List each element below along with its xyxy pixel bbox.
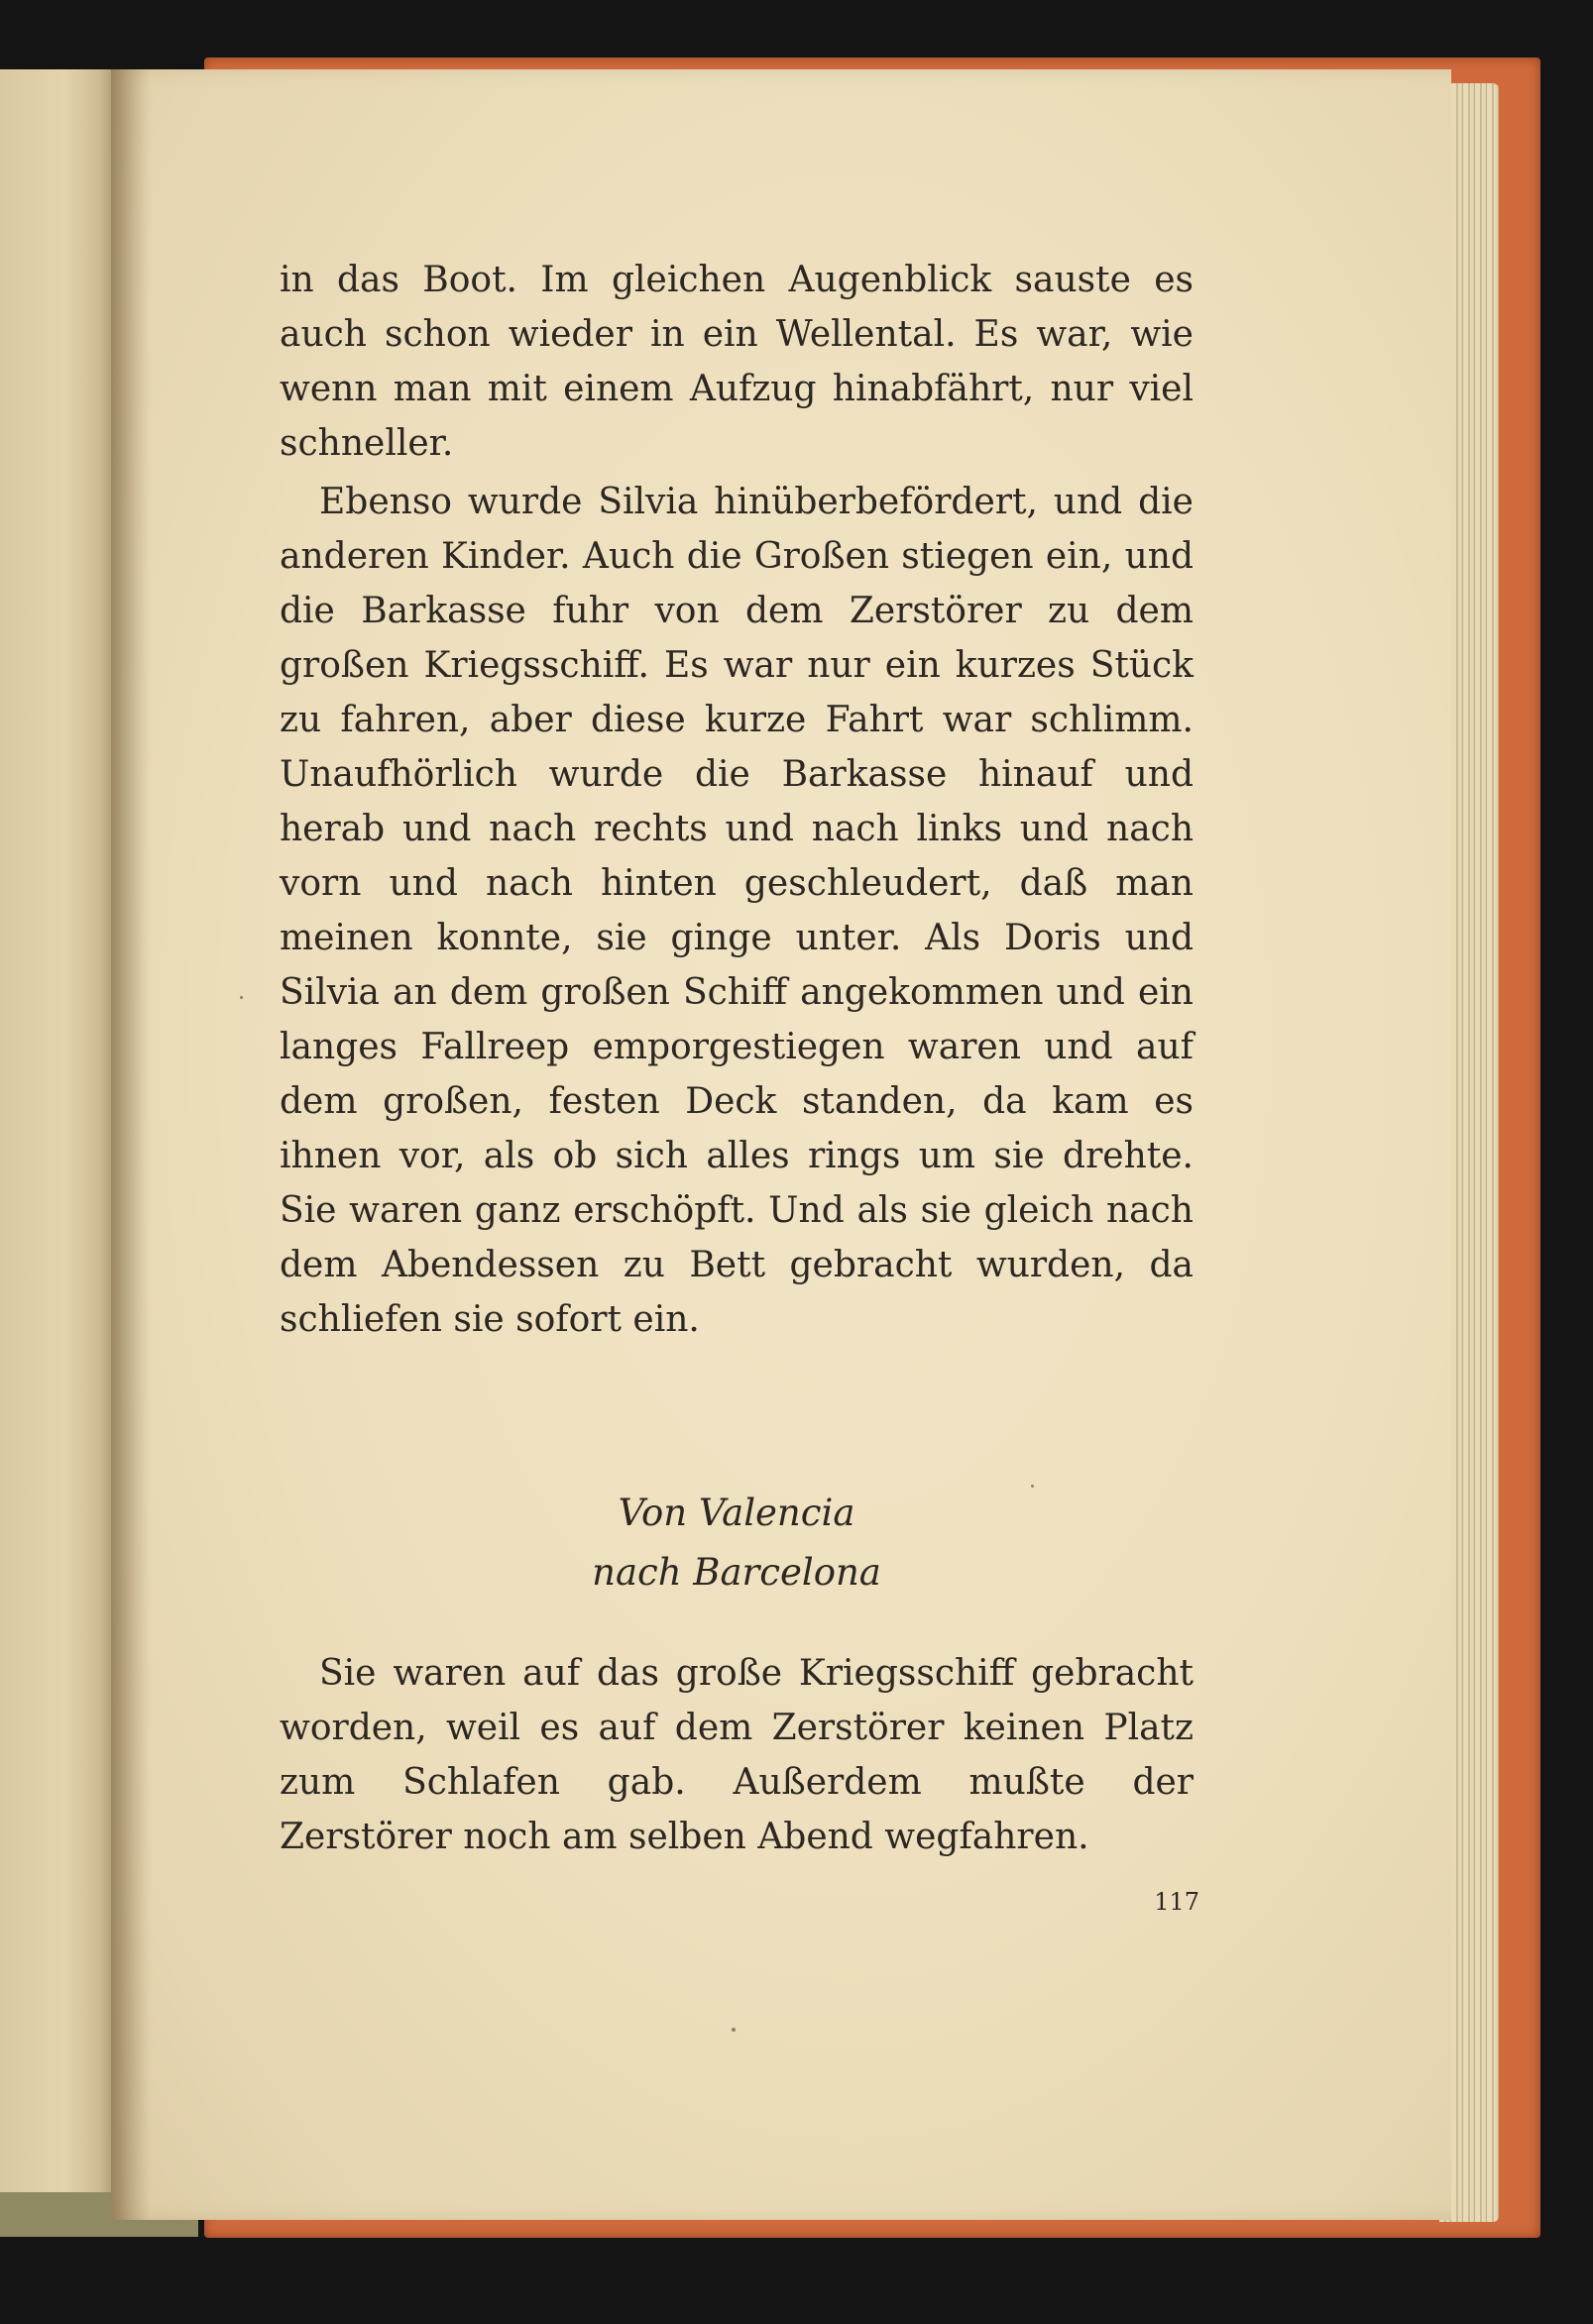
chapter-heading-line-1: Von Valencia	[618, 1492, 855, 1534]
page-text	[280, 253, 1194, 1864]
chapter-heading-line-2: nach Barcelona	[592, 1551, 881, 1594]
heading-spacer	[280, 1603, 1194, 1646]
left-page-fragment	[0, 69, 117, 2235]
page-number: 117	[1154, 1888, 1199, 1916]
paragraph-1: in das Boot. Im gleichen Augenblick sauste es auch schon wieder in ein Wellental. Es war, wie wenn man mit einem Aufzug hinabfährt, nur viel schneller.	[280, 260, 1194, 464]
gutter-shadow	[111, 69, 151, 2220]
section-spacer	[280, 1347, 1194, 1484]
paragraph-3: Sie waren auf das große Kriegsschiff gebracht worden, weil es auf dem Zerstörer keinen Platz zum Schlafen gab. Außerdem mußte der Zerstörer noch am selben Abend wegfahren.	[280, 1653, 1194, 1857]
paragraph-2: Ebenso wurde Silvia hinüberbefördert, und die anderen Kinder. Auch die Großen stiegen ein, und die Barkasse fuhr von dem Zerstörer zu dem großen Kriegsschiff. Es war nur ein kurzes Stück zu fahren, aber diese kurze Fahrt war schlimm. Unaufhörlich wurde die Barkasse hinauf und herab und nach rechts und nach links und nach vorn und nach hinten geschleudert, daß man meinen konnte, sie ginge unter. Als Doris und Silvia an dem großen Schiff angekommen und ein langes Fallreep emporgestiegen waren und auf dem großen, festen Deck standen, da kam es ihnen vor, als ob sich alles rings um sie drehte. Sie waren ganz erschöpft. Und als sie gleich nach dem Abendessen zu Bett gebracht wurden, da schliefen sie sofort ein.	[280, 482, 1194, 1340]
paper-speck	[1031, 1485, 1034, 1488]
paper-speck	[240, 996, 243, 999]
paper-speck	[732, 2028, 736, 2032]
